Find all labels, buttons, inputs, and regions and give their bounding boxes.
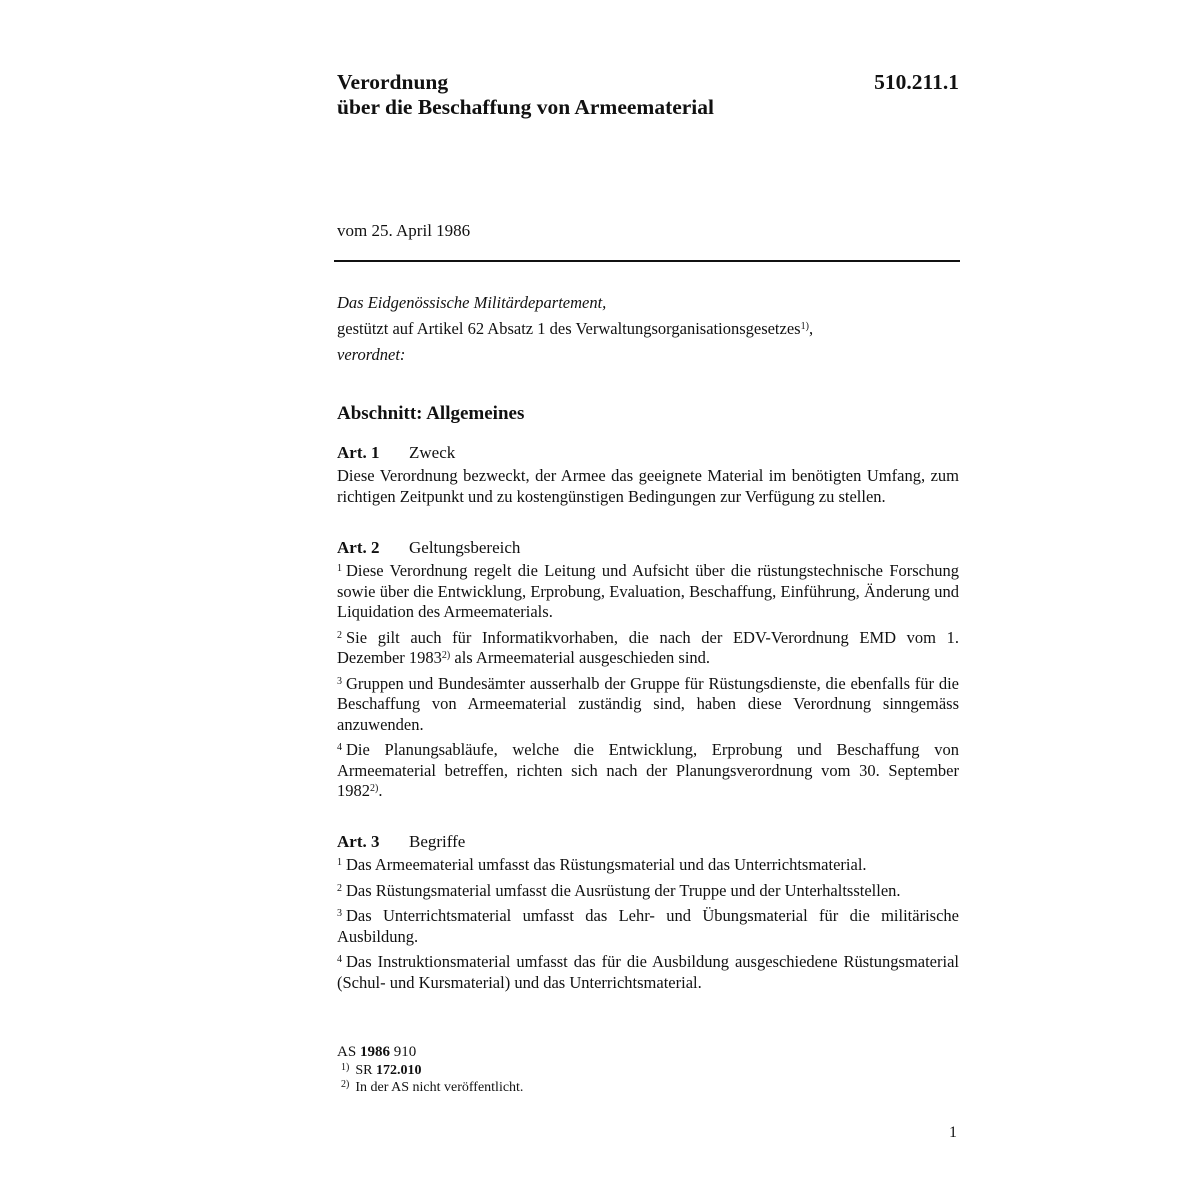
article-heading (337, 537, 959, 561)
article-heading (337, 442, 959, 466)
paragraph-number: 1 (337, 563, 342, 574)
article-number: Art. 1 (337, 443, 380, 462)
paragraph-number: 3 (337, 908, 342, 919)
article-2 (337, 537, 959, 807)
article-3 (337, 831, 959, 998)
horizontal-rule (334, 260, 960, 262)
title-line-1: Verordnung (337, 70, 449, 94)
enactment-date: vom 25. April 1986 (337, 221, 471, 240)
article-paragraph: $^3$ Gruppen und Bundesämter ausserhalb der Gruppe für Rüstungsdienste, die ebenfalls für die Beschaffung von Armeematerial zuständig sind, haben diese Verordnung sinngemäss anzuwenden. (337, 673, 959, 734)
official-compilation-ref: AS 1986 910 (337, 1044, 417, 1060)
article-paragraph: $^1$ Das Armeematerial umfasst das Rüstungsmaterial und das Unterrichtsmaterial. (337, 855, 867, 874)
page-number: 1 (949, 1124, 957, 1141)
article-paragraph: $^1$ Diese Verordnung regelt die Leitung und Aufsicht über die rüstungstechnische Forschung sowie über die Entwicklung, Erprobung, Evaluation, Beschaffung, Einführung, Änderung und Liquidation des Armeematerials. (337, 561, 959, 621)
document-number: 510.211.1 (874, 70, 959, 94)
document-title (337, 70, 959, 120)
paragraph-number: 4 (337, 742, 342, 753)
article-paragraph: $^2$ Sie gilt auch für Informatikvorhaben, die nach der EDV-Verordnung EMD vom 1. Dezember 1983$^{2)}$ als Armeematerial ausgeschieden sind. (337, 627, 959, 667)
article-paragraph: Diese Verordnung bezweckt, der Armee das geeignete Material im benötigten Umfang, zum richtigen Zeitpunkt und zu kostengünstigen Bedingungen zur Verfügung zu stellen. (337, 466, 959, 506)
article-1 (337, 442, 959, 512)
footnote-ref-1[interactable]: 1) (800, 321, 809, 332)
article-number: Art. 2 (337, 538, 380, 557)
article-title: Zweck (409, 443, 456, 462)
preamble (337, 290, 959, 368)
article-title: Geltungsbereich (409, 538, 521, 557)
article-paragraph: $^3$ Das Unterrichtsmaterial umfasst das Lehr- und Übungsmaterial für die militärische Ausbildung. (337, 906, 959, 946)
paragraph-number: 1 (337, 857, 342, 868)
paragraph-number: 2 (337, 882, 342, 894)
article-heading (337, 831, 959, 855)
article-paragraph: $^4$ Das Instruktionsmaterial umfasst das für die Ausbildung ausgeschiedene Rüstungsmaterial (Schul- und Kursmaterial) und das Unterrichtsmaterial. (337, 952, 959, 992)
preamble-authority: Das Eidgenössische Militärdepartement, (337, 293, 607, 312)
paragraph-number: 3 (337, 675, 342, 687)
article-paragraph: $^2$ Das Rüstungsmaterial umfasst die Ausrüstung der Truppe und der Unterhaltsstellen. (337, 880, 901, 900)
footnote-ref-2[interactable]: 2) (370, 783, 379, 794)
footnote-1: $^{1)}$ SR 172.010 (341, 1062, 422, 1078)
article-paragraph: $^4$ Die Planungsabläufe, welche die Entwicklung, Erprobung und Beschaffung von Armeematerial betreffen, richten sich nach der Planungsverordnung vom 30. September 1982$^{2)}$. (337, 740, 959, 800)
footnote-ref-2[interactable]: 2) (441, 650, 451, 661)
article-number: Art. 3 (337, 832, 380, 851)
article-title: Begriffe (409, 832, 466, 851)
footnote-2: $^{2)}$ In der AS nicht veröffentlicht. (341, 1079, 524, 1095)
preamble-basis: gestützt auf Artikel 62 Absatz 1 des Verwaltungsorganisationsgesetzes$^{1)}$, (337, 319, 814, 338)
document-page (337, 0, 959, 1200)
paragraph-number: 2 (337, 629, 342, 641)
section-heading: Abschnitt: Allgemeines (337, 403, 525, 424)
paragraph-number: 4 (337, 954, 342, 965)
preamble-decree: verordnet: (337, 345, 406, 364)
title-line-2: über die Beschaffung von Armeematerial (337, 95, 715, 119)
